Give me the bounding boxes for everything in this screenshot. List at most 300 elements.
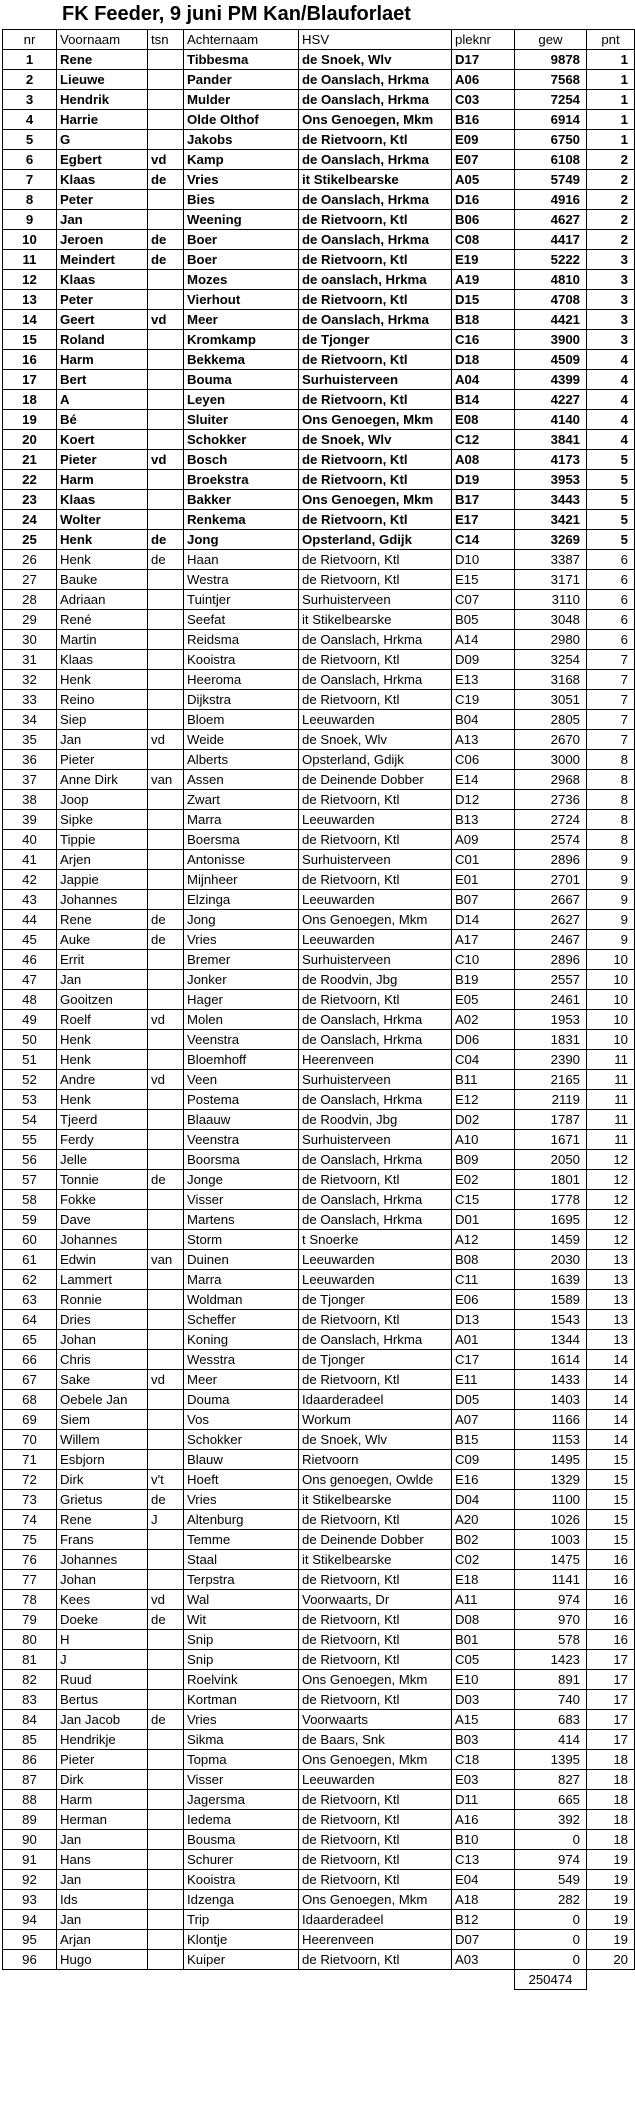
cell-pnt: 3 [587,330,635,350]
cell-nr: 96 [3,1950,57,1970]
cell-tsn [148,690,184,710]
cell-voornaam: Harrie [57,110,148,130]
cell-voornaam: Hugo [57,1950,148,1970]
cell-achternaam: Mozes [184,270,299,290]
cell-pleknr: C18 [452,1750,515,1770]
cell-achternaam: Meer [184,1370,299,1390]
cell-hsv: de Oanslach, Hrkma [299,1030,452,1050]
table-row [3,170,635,190]
cell-pleknr: E17 [452,510,515,530]
cell-nr: 20 [3,430,57,450]
cell-pleknr: E06 [452,1290,515,1310]
cell-achternaam: Kooistra [184,1870,299,1890]
cell-nr: 76 [3,1550,57,1570]
cell-pnt: 1 [587,50,635,70]
table-row [3,810,635,830]
cell-pleknr: E13 [452,670,515,690]
cell-pleknr: D04 [452,1490,515,1510]
cell-hsv: de Roodvin, Jbg [299,1110,452,1130]
cell-pleknr: C11 [452,1270,515,1290]
table-row [3,1690,635,1710]
cell-voornaam: Meindert [57,250,148,270]
cell-pleknr: D07 [452,1930,515,1950]
table-row [3,1810,635,1830]
cell-hsv: de Oanslach, Hrkma [299,670,452,690]
cell-hsv: de Oanslach, Hrkma [299,630,452,650]
cell-nr: 66 [3,1350,57,1370]
cell-hsv: de Rietvoorn, Ktl [299,350,452,370]
cell-pnt: 12 [587,1210,635,1230]
cell-hsv: de Rietvoorn, Ktl [299,290,452,310]
cell-gew: 1423 [515,1650,587,1670]
cell-tsn: de [148,230,184,250]
cell-tsn: J [148,1510,184,1530]
cell-nr: 62 [3,1270,57,1290]
cell-tsn: vd [148,1590,184,1610]
cell-nr: 81 [3,1650,57,1670]
cell-voornaam: Dirk [57,1470,148,1490]
cell-pnt: 3 [587,270,635,290]
cell-pnt: 17 [587,1710,635,1730]
cell-achternaam: Alberts [184,750,299,770]
header-hsv: HSV [299,30,452,50]
cell-gew: 1543 [515,1310,587,1330]
cell-pleknr: C09 [452,1450,515,1470]
cell-gew: 2805 [515,710,587,730]
cell-hsv: Surhuisterveen [299,370,452,390]
cell-hsv: Leeuwarden [299,1270,452,1290]
cell-pnt: 18 [587,1830,635,1850]
table-row [3,1650,635,1670]
cell-nr: 28 [3,590,57,610]
cell-pleknr: B14 [452,390,515,410]
cell-voornaam: Hendrikje [57,1730,148,1750]
cell-gew: 2461 [515,990,587,1010]
cell-pleknr: A09 [452,830,515,850]
cell-pnt: 2 [587,230,635,250]
cell-nr: 38 [3,790,57,810]
cell-pleknr: C06 [452,750,515,770]
table-row [3,950,635,970]
cell-hsv: de Oanslach, Hrkma [299,1190,452,1210]
cell-voornaam: Jan [57,970,148,990]
cell-nr: 41 [3,850,57,870]
cell-gew: 1344 [515,1330,587,1350]
total-row [3,1970,635,1990]
cell-hsv: de Oanslach, Hrkma [299,1150,452,1170]
cell-voornaam: Adriaan [57,590,148,610]
cell-tsn [148,890,184,910]
cell-nr: 19 [3,410,57,430]
cell-voornaam: Jan [57,1870,148,1890]
cell-voornaam: A [57,390,148,410]
cell-voornaam: Willem [57,1430,148,1450]
cell-tsn [148,950,184,970]
cell-tsn [148,1730,184,1750]
cell-hsv: de Rietvoorn, Ktl [299,790,452,810]
cell-hsv: Idaarderadeel [299,1910,452,1930]
cell-nr: 10 [3,230,57,250]
cell-pleknr: A18 [452,1890,515,1910]
cell-pnt: 9 [587,870,635,890]
cell-hsv: Leeuwarden [299,930,452,950]
cell-nr: 84 [3,1710,57,1730]
cell-hsv: de Baars, Snk [299,1730,452,1750]
cell-gew: 6108 [515,150,587,170]
table-row [3,90,635,110]
cell-hsv: de Deinende Dobber [299,770,452,790]
cell-voornaam: Hendrik [57,90,148,110]
cell-gew: 4708 [515,290,587,310]
cell-voornaam: Jappie [57,870,148,890]
cell-hsv: de Deinende Dobber [299,1530,452,1550]
cell-pleknr: E16 [452,1470,515,1490]
cell-hsv: Ons Genoegen, Mkm [299,490,452,510]
cell-achternaam: Temme [184,1530,299,1550]
cell-pleknr: C01 [452,850,515,870]
cell-nr: 32 [3,670,57,690]
cell-achternaam: Leyen [184,390,299,410]
cell-achternaam: Bakker [184,490,299,510]
cell-pnt: 19 [587,1930,635,1950]
cell-nr: 72 [3,1470,57,1490]
cell-gew: 1639 [515,1270,587,1290]
cell-nr: 56 [3,1150,57,1170]
cell-nr: 5 [3,130,57,150]
cell-nr: 4 [3,110,57,130]
cell-voornaam: Fokke [57,1190,148,1210]
cell-voornaam: Andre [57,1070,148,1090]
cell-tsn [148,370,184,390]
cell-achternaam: Schokker [184,430,299,450]
cell-achternaam: Bremer [184,950,299,970]
cell-tsn [148,1270,184,1290]
cell-gew: 2119 [515,1090,587,1110]
cell-pnt: 17 [587,1690,635,1710]
cell-pleknr: A13 [452,730,515,750]
cell-tsn [148,1690,184,1710]
cell-hsv: de Rietvoorn, Ktl [299,1810,452,1830]
table-row [3,310,635,330]
cell-pleknr: B01 [452,1630,515,1650]
cell-gew: 1778 [515,1190,587,1210]
cell-pleknr: C12 [452,430,515,450]
table-row [3,1730,635,1750]
cell-pnt: 16 [587,1570,635,1590]
cell-voornaam: Jan [57,210,148,230]
table-row [3,1170,635,1190]
table-row [3,690,635,710]
cell-nr: 53 [3,1090,57,1110]
cell-voornaam: Arjan [57,1930,148,1950]
cell-nr: 35 [3,730,57,750]
cell-nr: 93 [3,1890,57,1910]
cell-voornaam: Esbjorn [57,1450,148,1470]
cell-voornaam: Klaas [57,170,148,190]
cell-hsv: de Rietvoorn, Ktl [299,1870,452,1890]
cell-pleknr: E02 [452,1170,515,1190]
cell-tsn: vd [148,1370,184,1390]
cell-hsv: Heerenveen [299,1050,452,1070]
table-row [3,1050,635,1070]
cell-pnt: 19 [587,1910,635,1930]
cell-tsn: v't [148,1470,184,1490]
cell-nr: 94 [3,1910,57,1930]
cell-pleknr: B06 [452,210,515,230]
cell-gew: 2670 [515,730,587,750]
results-table [2,29,635,1990]
cell-pnt: 8 [587,830,635,850]
table-row [3,1870,635,1890]
table-row [3,190,635,210]
cell-voornaam: Rene [57,1510,148,1530]
table-body [3,50,635,1970]
cell-voornaam: Johan [57,1570,148,1590]
cell-nr: 16 [3,350,57,370]
table-row [3,1930,635,1950]
cell-tsn: de [148,170,184,190]
cell-pleknr: C10 [452,950,515,970]
cell-tsn [148,830,184,850]
cell-achternaam: Bloem [184,710,299,730]
cell-voornaam: Jelle [57,1150,148,1170]
cell-voornaam: Johannes [57,1230,148,1250]
table-row [3,470,635,490]
cell-pleknr: D18 [452,350,515,370]
cell-gew: 1614 [515,1350,587,1370]
cell-pnt: 11 [587,1130,635,1150]
cell-tsn: de [148,250,184,270]
cell-tsn [148,330,184,350]
cell-hsv: de Rietvoorn, Ktl [299,690,452,710]
table-row [3,1270,635,1290]
cell-pleknr: D09 [452,650,515,670]
cell-tsn: vd [148,450,184,470]
cell-gew: 3269 [515,530,587,550]
cell-pnt: 8 [587,770,635,790]
cell-achternaam: Dijkstra [184,690,299,710]
cell-achternaam: Terpstra [184,1570,299,1590]
cell-gew: 683 [515,1710,587,1730]
cell-pleknr: B12 [452,1910,515,1930]
table-row [3,790,635,810]
cell-gew: 0 [515,1910,587,1930]
cell-hsv: de Rietvoorn, Ktl [299,390,452,410]
cell-tsn [148,1450,184,1470]
cell-achternaam: Wesstra [184,1350,299,1370]
cell-gew: 2736 [515,790,587,810]
table-row [3,370,635,390]
table-row [3,910,635,930]
cell-hsv: de Tjonger [299,1350,452,1370]
cell-pleknr: D01 [452,1210,515,1230]
cell-voornaam: Errit [57,950,148,970]
cell-achternaam: Boer [184,250,299,270]
cell-voornaam: Jan [57,1830,148,1850]
cell-voornaam: Egbert [57,150,148,170]
cell-pleknr: D06 [452,1030,515,1050]
cell-pnt: 2 [587,210,635,230]
cell-gew: 2390 [515,1050,587,1070]
cell-tsn [148,210,184,230]
cell-pnt: 1 [587,110,635,130]
cell-hsv: de Rietvoorn, Ktl [299,210,452,230]
table-row [3,410,635,430]
cell-gew: 392 [515,1810,587,1830]
cell-hsv: Rietvoorn [299,1450,452,1470]
cell-pnt: 1 [587,70,635,90]
cell-tsn [148,350,184,370]
cell-nr: 18 [3,390,57,410]
cell-gew: 1589 [515,1290,587,1310]
cell-nr: 74 [3,1510,57,1530]
total-spacer [3,1970,515,1990]
cell-pleknr: D17 [452,50,515,70]
cell-pnt: 16 [587,1590,635,1610]
cell-voornaam: Doeke [57,1610,148,1630]
cell-gew: 1801 [515,1170,587,1190]
table-row [3,1290,635,1310]
table-row [3,870,635,890]
cell-pleknr: E04 [452,1870,515,1890]
cell-pnt: 14 [587,1430,635,1450]
cell-pnt: 8 [587,790,635,810]
header-pnt: pnt [587,30,635,50]
cell-voornaam: Bertus [57,1690,148,1710]
cell-nr: 14 [3,310,57,330]
cell-voornaam: Roland [57,330,148,350]
cell-voornaam: Herman [57,1810,148,1830]
table-row [3,590,635,610]
cell-tsn: de [148,550,184,570]
cell-nr: 3 [3,90,57,110]
total-spacer-end [587,1970,635,1990]
cell-nr: 55 [3,1130,57,1150]
cell-tsn [148,50,184,70]
cell-pleknr: C05 [452,1650,515,1670]
table-row [3,1750,635,1770]
cell-pnt: 12 [587,1150,635,1170]
cell-pleknr: D02 [452,1110,515,1130]
cell-pnt: 15 [587,1450,635,1470]
cell-gew: 2030 [515,1250,587,1270]
cell-nr: 63 [3,1290,57,1310]
cell-tsn [148,1790,184,1810]
cell-gew: 3443 [515,490,587,510]
cell-achternaam: Seefat [184,610,299,630]
cell-voornaam: Harm [57,1790,148,1810]
cell-voornaam: Oebele Jan [57,1390,148,1410]
cell-tsn [148,1750,184,1770]
cell-achternaam: Topma [184,1750,299,1770]
cell-pnt: 9 [587,850,635,870]
cell-gew: 0 [515,1950,587,1970]
cell-hsv: de Rietvoorn, Ktl [299,990,452,1010]
cell-nr: 77 [3,1570,57,1590]
cell-gew: 4140 [515,410,587,430]
table-row [3,50,635,70]
cell-nr: 89 [3,1810,57,1830]
cell-achternaam: Vries [184,1490,299,1510]
table-row [3,610,635,630]
cell-hsv: t Snoerke [299,1230,452,1250]
cell-gew: 4810 [515,270,587,290]
cell-pleknr: A15 [452,1710,515,1730]
cell-achternaam: Schurer [184,1850,299,1870]
table-row [3,70,635,90]
cell-pleknr: B19 [452,970,515,990]
cell-tsn: van [148,1250,184,1270]
cell-pleknr: A20 [452,1510,515,1530]
header-row [3,30,635,50]
cell-achternaam: Wit [184,1610,299,1630]
cell-achternaam: Trip [184,1910,299,1930]
cell-pnt: 10 [587,950,635,970]
cell-pleknr: D08 [452,1610,515,1630]
cell-achternaam: Sikma [184,1730,299,1750]
cell-hsv: de Tjonger [299,330,452,350]
cell-tsn: vd [148,310,184,330]
cell-achternaam: Olde Olthof [184,110,299,130]
cell-nr: 52 [3,1070,57,1090]
cell-voornaam: Bauke [57,570,148,590]
cell-voornaam: Tjeerd [57,1110,148,1130]
cell-pleknr: B15 [452,1430,515,1450]
cell-pleknr: C07 [452,590,515,610]
cell-pnt: 4 [587,430,635,450]
cell-voornaam: Pieter [57,750,148,770]
cell-tsn: de [148,930,184,950]
cell-voornaam: Lieuwe [57,70,148,90]
cell-achternaam: Kamp [184,150,299,170]
cell-pnt: 4 [587,390,635,410]
cell-hsv: Voorwaarts, Dr [299,1590,452,1610]
cell-pleknr: C15 [452,1190,515,1210]
cell-gew: 6750 [515,130,587,150]
cell-gew: 3841 [515,430,587,450]
cell-achternaam: Hoeft [184,1470,299,1490]
cell-voornaam: Bert [57,370,148,390]
cell-nr: 31 [3,650,57,670]
cell-gew: 1329 [515,1470,587,1490]
cell-voornaam: Johannes [57,1550,148,1570]
cell-pnt: 18 [587,1790,635,1810]
cell-tsn [148,70,184,90]
cell-voornaam: Johannes [57,890,148,910]
cell-gew: 3000 [515,750,587,770]
cell-hsv: de Rietvoorn, Ktl [299,1830,452,1850]
cell-pnt: 13 [587,1330,635,1350]
cell-pnt: 19 [587,1890,635,1910]
cell-pnt: 1 [587,90,635,110]
cell-tsn [148,1090,184,1110]
cell-gew: 414 [515,1730,587,1750]
cell-pleknr: D19 [452,470,515,490]
cell-nr: 82 [3,1670,57,1690]
cell-nr: 15 [3,330,57,350]
cell-nr: 54 [3,1110,57,1130]
cell-nr: 24 [3,510,57,530]
cell-gew: 1831 [515,1030,587,1050]
cell-hsv: it Stikelbearske [299,610,452,630]
cell-hsv: de Snoek, Wlv [299,1430,452,1450]
cell-voornaam: Geert [57,310,148,330]
table-row [3,1950,635,1970]
cell-voornaam: Dirk [57,1770,148,1790]
cell-pleknr: A19 [452,270,515,290]
cell-achternaam: Westra [184,570,299,590]
cell-tsn [148,1190,184,1210]
